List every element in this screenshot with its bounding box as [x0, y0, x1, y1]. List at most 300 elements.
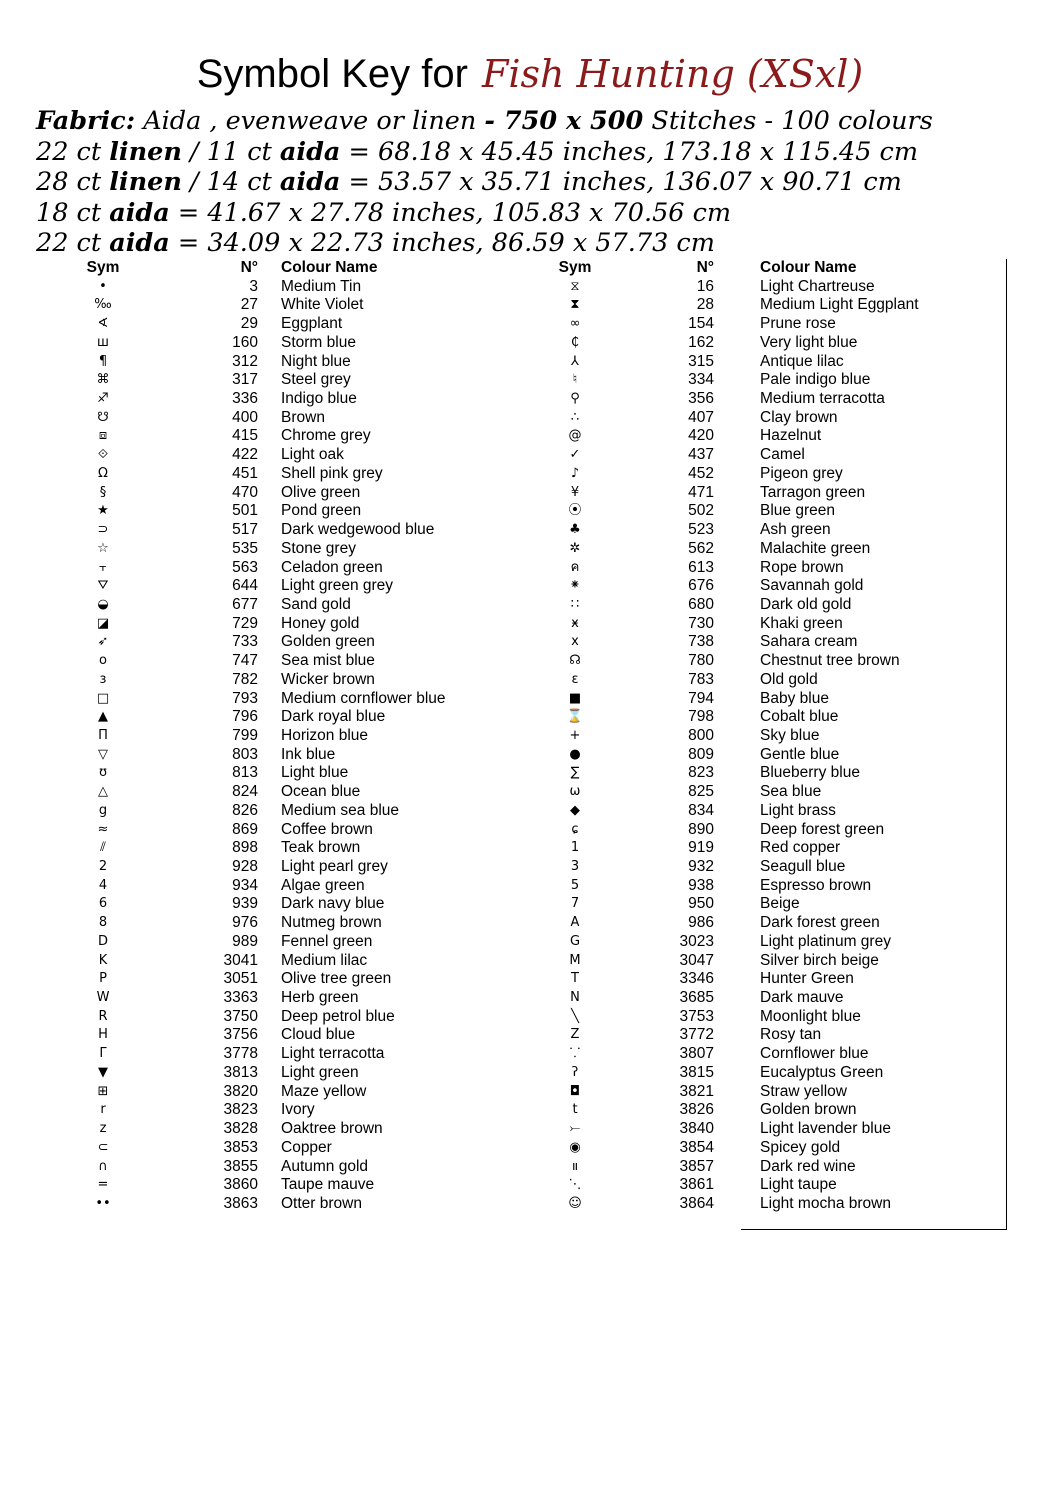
header-colour-name: Colour Name: [281, 259, 378, 276]
row-colour-name: Horizon blue: [281, 726, 369, 744]
row-symbol: ⚲: [570, 391, 580, 407]
row-number: 3778: [223, 1045, 258, 1063]
row-colour-name: Sea mist blue: [281, 652, 375, 670]
row-symbol: 1: [570, 840, 580, 856]
row-symbol: ɕ: [571, 821, 579, 837]
row-symbol: ⟐: [97, 447, 109, 463]
row-colour-name: Light green grey: [281, 577, 394, 595]
row-symbol: ⌛: [566, 709, 584, 725]
row-number: 3826: [679, 1101, 714, 1119]
row-symbol: ▲: [98, 709, 108, 725]
row-symbol: ʊ: [98, 765, 108, 781]
header-sym: Sym: [86, 259, 120, 276]
row-number: 336: [232, 390, 258, 408]
row-symbol: ✓: [569, 447, 581, 463]
row-symbol: 7: [570, 896, 580, 912]
row-symbol: ∑: [570, 765, 580, 781]
row-colour-name: Sand gold: [281, 595, 351, 613]
row-number: 3807: [679, 1045, 714, 1063]
row-symbol: ◪: [96, 615, 110, 631]
row-symbol: ▽: [98, 746, 108, 762]
row-number: 471: [688, 483, 714, 501]
row-number: 3821: [679, 1082, 714, 1100]
row-colour-name: Sky blue: [760, 726, 820, 744]
row-number: 3346: [679, 970, 714, 988]
row-symbol: ◘: [569, 1083, 581, 1099]
spec-count: / 11 ct: [181, 136, 280, 167]
row-number: 3861: [679, 1176, 714, 1194]
spec-fabric-bold: linen: [109, 136, 182, 167]
row-number: 502: [688, 502, 714, 520]
row-number: 3772: [679, 1026, 714, 1044]
header-sym: Sym: [558, 259, 592, 276]
row-symbol: ค: [570, 559, 580, 575]
row-number: 928: [232, 858, 258, 875]
row-number: 420: [688, 427, 714, 445]
row-number: 162: [688, 333, 714, 351]
row-symbol: 4: [98, 877, 108, 893]
row-colour-name: Ivory: [281, 1101, 315, 1119]
row-number: 3853: [223, 1138, 258, 1156]
row-symbol: ⧗: [570, 297, 580, 313]
row-symbol: x: [571, 634, 579, 650]
row-number: 680: [688, 595, 714, 613]
row-symbol: D: [97, 933, 108, 949]
row-number: 824: [232, 783, 258, 801]
row-symbol: ⧖: [570, 278, 580, 294]
row-symbol: ☆: [97, 540, 109, 556]
row-symbol: Π: [98, 727, 108, 743]
row-colour-name: Prune rose: [760, 315, 836, 333]
row-colour-name: Cornflower blue: [760, 1045, 869, 1063]
row-colour-name: Pale indigo blue: [760, 371, 871, 389]
row-number: 869: [232, 820, 258, 838]
row-symbol: ⦿: [568, 503, 582, 519]
row-number: 794: [688, 689, 714, 707]
stitch-size: - 750 x 500: [484, 106, 644, 136]
row-colour-name: Algae green: [281, 876, 365, 894]
row-colour-name: Light brass: [760, 801, 836, 819]
row-number: 317: [232, 371, 258, 389]
row-number: 747: [232, 652, 258, 670]
row-number: 3815: [679, 1063, 714, 1081]
row-symbol: N: [570, 990, 580, 1006]
spec-dimensions: = 68.18 x 45.45 inches, 173.18 x 115.45 cm: [340, 136, 919, 167]
row-colour-name: Light Chartreuse: [760, 277, 875, 295]
row-symbol: ╲: [571, 1008, 579, 1024]
row-symbol: z: [99, 1121, 107, 1137]
row-symbol: R: [98, 1008, 108, 1024]
row-colour-name: Old gold: [760, 670, 818, 688]
row-colour-name: Chrome grey: [281, 427, 371, 445]
row-colour-name: Medium lilac: [281, 951, 368, 969]
row-number: 160: [232, 333, 258, 351]
row-symbol: 2: [98, 859, 108, 874]
row-symbol: ♪: [570, 465, 580, 481]
row-symbol: P: [99, 971, 107, 987]
row-symbol: ⊃: [97, 522, 109, 538]
row-colour-name: White Violet: [281, 296, 364, 314]
row-number: 803: [232, 745, 258, 763]
row-symbol: ⌘: [96, 372, 110, 388]
row-colour-name: Light terracotta: [281, 1045, 385, 1063]
row-colour-name: Light oak: [281, 446, 344, 464]
row-colour-name: Malachite green: [760, 539, 871, 557]
row-number: 3840: [679, 1120, 714, 1138]
row-number: 3363: [223, 989, 258, 1007]
row-symbol: ⁕: [569, 578, 581, 594]
row-number: 793: [232, 689, 258, 707]
row-symbol: ■: [568, 690, 582, 706]
row-colour-name: Copper: [281, 1138, 332, 1156]
row-colour-name: Silver birch beige: [760, 951, 879, 969]
row-number: 29: [240, 315, 258, 333]
row-symbol: t: [572, 1102, 578, 1118]
row-colour-name: Rosy tan: [760, 1026, 822, 1044]
row-number: 780: [688, 652, 714, 670]
row-symbol: ⸪: [569, 1046, 581, 1062]
row-colour-name: Medium Tin: [281, 277, 362, 295]
row-number: 422: [232, 446, 258, 464]
spec-size-line: [36, 198, 1046, 229]
row-number: 334: [688, 371, 714, 389]
row-colour-name: Steel grey: [281, 371, 351, 389]
spec-size-line: [36, 137, 1046, 168]
row-symbol: ♮: [572, 372, 578, 388]
row-symbol: §: [99, 484, 107, 500]
row-number: 938: [688, 876, 714, 894]
row-number: 315: [688, 352, 714, 370]
row-symbol: ∞: [569, 316, 581, 332]
row-number: 898: [232, 839, 258, 857]
row-number: 400: [232, 408, 258, 426]
row-symbol: ε: [571, 671, 579, 687]
row-colour-name: Stone grey: [281, 539, 356, 557]
row-symbol: ♣: [569, 522, 581, 538]
row-number: 3828: [223, 1120, 258, 1138]
row-number: 501: [232, 502, 258, 520]
row-symbol: ʔ: [571, 1064, 579, 1080]
row-symbol: ◒: [97, 596, 109, 612]
row-colour-name: Night blue: [281, 352, 351, 370]
row-colour-name: Ocean blue: [281, 783, 361, 801]
row-colour-name: Maze yellow: [281, 1082, 367, 1100]
row-number: 813: [232, 764, 258, 782]
row-number: 407: [688, 408, 714, 426]
row-number: 644: [232, 577, 258, 595]
row-colour-name: Light taupe: [760, 1176, 837, 1194]
row-number: 950: [688, 895, 714, 913]
row-symbol: ⊞: [97, 1083, 109, 1099]
row-symbol: ☊: [569, 653, 581, 669]
row-number: 3864: [679, 1194, 714, 1212]
row-colour-name: Brown: [281, 408, 325, 426]
row-colour-name: Straw yellow: [760, 1082, 847, 1100]
row-number: 3863: [223, 1194, 258, 1212]
row-colour-name: Camel: [760, 446, 805, 464]
row-symbol: o: [99, 653, 107, 669]
row-number: 939: [232, 895, 258, 913]
row-number: 415: [232, 427, 258, 445]
spec-fabric-bold: aida: [279, 167, 341, 197]
row-number: 730: [688, 614, 714, 632]
row-symbol: Γ: [99, 1046, 107, 1062]
row-symbol: ◉: [569, 1139, 581, 1155]
row-colour-name: Herb green: [281, 989, 359, 1007]
row-colour-name: Very light blue: [760, 333, 858, 351]
row-symbol: ∷: [570, 596, 580, 612]
spec-count: / 14 ct: [181, 167, 280, 197]
row-symbol: ₵: [570, 334, 580, 350]
row-symbol: ➶: [97, 634, 109, 650]
row-colour-name: Wicker brown: [281, 670, 375, 688]
row-colour-name: Savannah gold: [760, 577, 864, 595]
fabric-specs: [36, 106, 1046, 259]
row-number: 676: [688, 577, 714, 595]
spec-dimensions: = 41.67 x 27.78 inches, 105.83 x 70.56 cm: [169, 197, 732, 228]
row-colour-name: Dark mauve: [760, 989, 844, 1007]
row-colour-name: Sea blue: [760, 783, 822, 801]
row-symbol: ∢: [97, 316, 109, 332]
row-symbol: =: [97, 1177, 109, 1193]
row-symbol: ⫟: [99, 559, 107, 575]
row-symbol: ⛛: [97, 578, 109, 594]
row-number: 437: [688, 446, 714, 464]
header-number: N°: [240, 259, 258, 276]
row-number: 3854: [679, 1138, 714, 1156]
row-number: 823: [688, 764, 714, 782]
row-number: 523: [688, 521, 714, 539]
row-colour-name: Blue green: [760, 502, 835, 520]
row-number: 799: [232, 726, 258, 744]
row-colour-name: Light green: [281, 1063, 359, 1081]
row-symbol: ●: [569, 746, 581, 762]
pattern-name: Fish Hunting (XSxl): [481, 52, 864, 96]
row-colour-name: Light platinum grey: [760, 932, 891, 950]
row-symbol: A: [570, 915, 580, 931]
row-colour-name: Medium terracotta: [760, 390, 885, 408]
row-number: 3023: [679, 932, 714, 950]
fabric-label: Fabric:: [36, 106, 136, 136]
row-number: 834: [688, 801, 714, 819]
row-colour-name: Cloud blue: [281, 1026, 356, 1044]
row-number: 3753: [679, 1007, 714, 1025]
spec-fabric-bold: aida: [109, 228, 170, 258]
row-colour-name: Seagull blue: [760, 858, 846, 875]
row-number: 3860: [223, 1176, 258, 1194]
row-colour-name: Light lavender blue: [760, 1120, 891, 1138]
row-number: 677: [232, 595, 258, 613]
row-symbol: □: [96, 690, 110, 706]
row-number: 890: [688, 820, 714, 838]
row-number: 563: [232, 558, 258, 576]
row-colour-name: Golden green: [281, 633, 375, 651]
row-number: 3051: [223, 970, 258, 988]
row-colour-name: Oaktree brown: [281, 1120, 383, 1138]
row-number: 613: [688, 558, 714, 576]
row-colour-name: Tarragon green: [760, 483, 866, 501]
row-symbol: װ: [571, 1158, 579, 1174]
row-symbol: G: [569, 933, 581, 949]
row-number: 27: [240, 296, 258, 314]
row-colour-name: Beige: [760, 895, 800, 913]
table-right-border: [1006, 259, 1007, 1230]
row-colour-name: Ink blue: [281, 745, 336, 763]
row-colour-name: Olive tree green: [281, 970, 392, 988]
row-number: 16: [696, 277, 714, 295]
row-symbol: ☺: [568, 1195, 582, 1211]
row-colour-name: Clay brown: [760, 408, 838, 426]
row-colour-name: Shell pink grey: [281, 464, 383, 482]
spec-size-line: [36, 228, 1046, 259]
row-symbol: ≈: [97, 821, 109, 837]
row-colour-name: Spicey gold: [760, 1138, 841, 1156]
row-symbol: g: [98, 802, 108, 818]
row-symbol: ∴: [570, 409, 580, 425]
spec-dimensions: = 53.57 x 35.71 inches, 136.07 x 90.71 cm: [340, 167, 902, 197]
row-number: 3047: [679, 951, 714, 969]
row-symbol: W: [96, 990, 110, 1006]
spec-count: 22 ct: [36, 228, 110, 258]
spec-fabric-bold: linen: [109, 167, 182, 197]
row-symbol: ⤚: [569, 1121, 581, 1137]
stitch-colours: Stitches - 100 colours: [643, 106, 933, 136]
spec-count: 18 ct: [36, 197, 110, 228]
row-number: 986: [688, 914, 714, 932]
row-number: 798: [688, 708, 714, 726]
row-symbol: ♐: [97, 391, 109, 407]
row-symbol: Ω: [98, 465, 108, 481]
row-symbol: Z: [570, 1027, 580, 1043]
row-symbol: ω: [569, 784, 581, 800]
row-colour-name: Hunter Green: [760, 970, 854, 988]
row-symbol: ш: [97, 334, 109, 350]
row-number: 3855: [223, 1157, 258, 1175]
row-symbol: 8: [98, 915, 108, 931]
row-number: 738: [688, 633, 714, 651]
row-colour-name: Pigeon grey: [760, 464, 843, 482]
row-number: 535: [232, 539, 258, 557]
spec-dimensions: = 34.09 x 22.73 inches, 86.59 x 57.73 cm: [169, 228, 715, 258]
row-colour-name: Blueberry blue: [760, 764, 860, 782]
table-bottom-border: [741, 1229, 1007, 1230]
row-colour-name: Khaki green: [760, 614, 843, 632]
row-colour-name: Baby blue: [760, 689, 829, 707]
row-symbol: ⅄: [571, 353, 579, 369]
row-number: 451: [232, 464, 258, 482]
row-number: 517: [232, 521, 258, 539]
row-symbol: ¶: [98, 353, 108, 369]
spec-fabric-bold: aida: [279, 136, 341, 167]
row-symbol: ☋: [97, 409, 109, 425]
row-symbol: K: [98, 952, 108, 968]
page-title: [0, 52, 1060, 104]
row-symbol: ◆: [570, 802, 580, 818]
row-symbol: ✲: [569, 540, 581, 556]
row-number: 154: [688, 315, 714, 333]
row-number: 3823: [223, 1101, 258, 1119]
spec-fabric-line: [36, 106, 1046, 137]
row-symbol: ⊂: [97, 1139, 109, 1155]
row-colour-name: Autumn gold: [281, 1157, 369, 1175]
row-colour-name: Espresso brown: [760, 876, 872, 894]
row-symbol: r: [100, 1102, 106, 1118]
row-number: 3685: [679, 989, 714, 1007]
row-colour-name: Pond green: [281, 502, 362, 520]
row-colour-name: Fennel green: [281, 932, 373, 950]
row-colour-name: Rope brown: [760, 558, 844, 576]
header-colour-name: Colour Name: [760, 259, 857, 276]
row-colour-name: Medium cornflower blue: [281, 689, 446, 707]
row-colour-name: Indigo blue: [281, 390, 357, 408]
row-colour-name: Dark navy blue: [281, 895, 385, 913]
row-number: 809: [688, 745, 714, 763]
row-number: 796: [232, 708, 258, 726]
title-prefix: Symbol Key for: [196, 52, 468, 96]
row-number: 932: [688, 858, 714, 875]
row-colour-name: Deep petrol blue: [281, 1007, 395, 1025]
row-colour-name: Cobalt blue: [760, 708, 839, 726]
row-number: 356: [688, 390, 714, 408]
row-colour-name: Dark red wine: [760, 1157, 856, 1175]
row-colour-name: Olive green: [281, 483, 361, 501]
row-colour-name: Sahara cream: [760, 633, 858, 651]
row-colour-name: Dark forest green: [760, 914, 880, 932]
header-number: N°: [696, 259, 714, 276]
row-symbol: ∩: [98, 1158, 108, 1174]
row-colour-name: Golden brown: [760, 1101, 857, 1119]
row-colour-name: Dark royal blue: [281, 708, 386, 726]
row-colour-name: Celadon green: [281, 558, 383, 576]
row-colour-name: Coffee brown: [281, 820, 373, 838]
row-number: 3750: [223, 1007, 258, 1025]
row-colour-name: Eucalyptus Green: [760, 1063, 884, 1081]
row-colour-name: Red copper: [760, 839, 841, 857]
row-number: 3756: [223, 1026, 258, 1044]
spec-fabric-bold: aida: [109, 197, 170, 228]
row-symbol: 6: [98, 896, 108, 912]
row-symbol: ӿ: [571, 615, 579, 631]
row-number: 470: [232, 483, 258, 501]
row-colour-name: Medium sea blue: [281, 801, 400, 819]
row-symbol: ••: [95, 1195, 111, 1211]
row-number: 452: [688, 464, 714, 482]
row-colour-name: Nutmeg brown: [281, 914, 382, 932]
row-number: 782: [232, 670, 258, 688]
row-colour-name: Gentle blue: [760, 745, 840, 763]
row-symbol: @: [568, 428, 582, 444]
row-colour-name: Storm blue: [281, 333, 356, 351]
spec-count: 28 ct: [36, 167, 110, 197]
row-symbol: ‰: [94, 297, 112, 313]
row-colour-name: Deep forest green: [760, 820, 885, 838]
row-number: 826: [232, 801, 258, 819]
row-colour-name: Dark old gold: [760, 595, 852, 613]
row-number: 733: [232, 633, 258, 651]
row-colour-name: Teak brown: [281, 839, 361, 857]
row-number: 989: [232, 932, 258, 950]
row-number: 825: [688, 783, 714, 801]
row-colour-name: Dark wedgewood blue: [281, 521, 435, 539]
row-symbol: M: [569, 952, 581, 968]
row-number: 3813: [223, 1063, 258, 1081]
row-symbol: △: [98, 784, 108, 800]
spec-count: 22 ct: [36, 136, 110, 167]
row-colour-name: Otter brown: [281, 1194, 362, 1212]
row-number: 800: [688, 726, 714, 744]
row-colour-name: Light mocha brown: [760, 1194, 891, 1212]
row-symbol: ⋱: [568, 1177, 582, 1193]
